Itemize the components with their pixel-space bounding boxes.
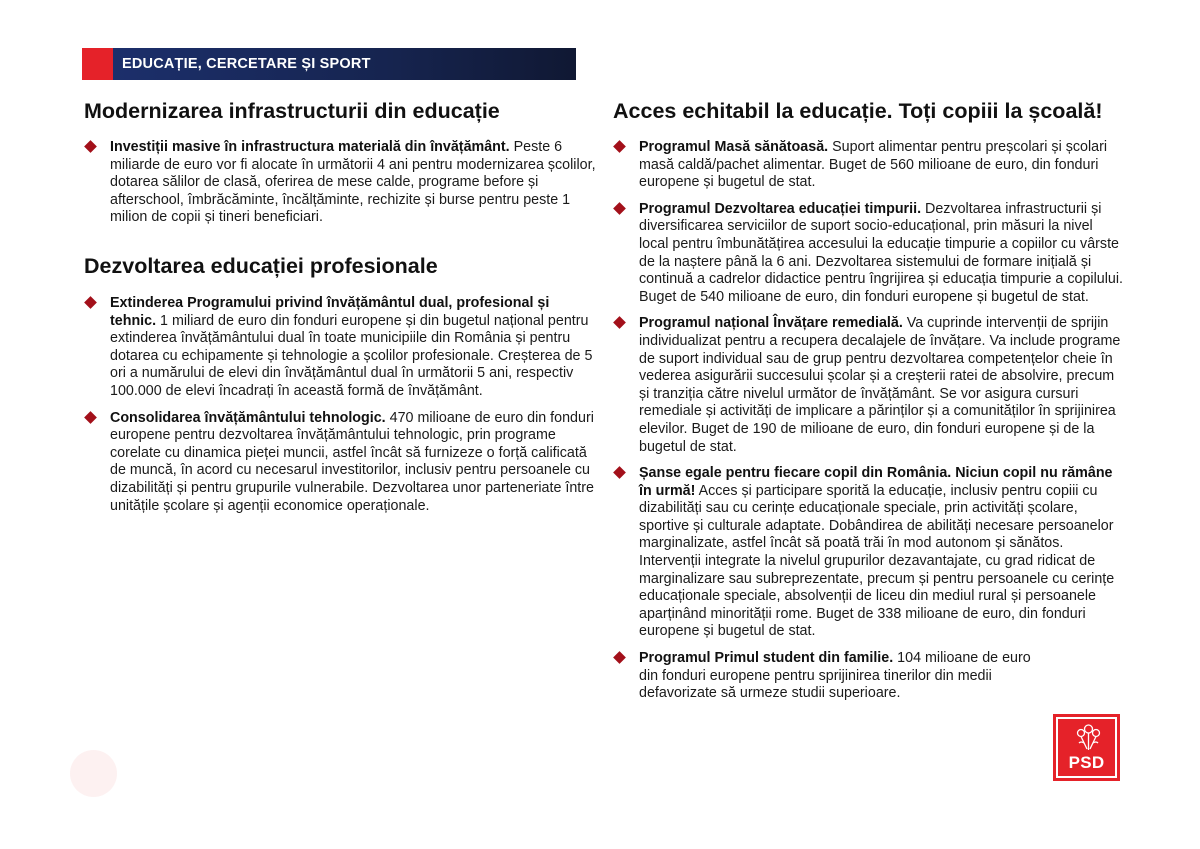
left-column: [84, 96, 596, 515]
diamond-bullet-icon: [613, 651, 626, 664]
section-header: [82, 48, 576, 80]
bullet-list-access: [613, 139, 1123, 703]
diamond-bullet-icon: [84, 296, 97, 309]
diamond-bullet-icon: [613, 316, 626, 329]
bullet-text: Dezvoltarea infrastructurii și diversificarea serviciilor de suport socio-educațional, prin măsuri la nivel local pentru îmbunătățirea accesului la educație timpurie a copiilor cu vârste de la naștere până la 6 ani. Dezvoltarea sistemului de formare inițială și continuă a cadrelor didactice pentru îngrijirea și educația timpurie a copilului. Buget de 540 milioane de euro, din fonduri europene și bugetul de stat.: [639, 200, 1123, 305]
bullet-list-professional: [84, 295, 596, 515]
decorative-circle: [70, 750, 117, 797]
bullet-text: Peste 6 miliarde de euro vor fi alocate în următorii 4 ani pentru modernizarea școlilor, dotarea sălilor de clasă, oferirea de mese calde, programe before și afterschool, îmbrăcăminte, încălțăminte, rechizite și burse pentru peste 1 milion de copii și tineri beneficiari.: [110, 139, 596, 226]
bullet-item: [613, 201, 1123, 307]
bullet-item: [613, 315, 1123, 456]
heading-acces-echitabil: Acces echitabil la educație. Toți copiii la școală!: [613, 99, 1103, 123]
diamond-bullet-icon: [613, 202, 626, 215]
roses-icon: [1072, 723, 1105, 753]
bullet-item: [613, 465, 1123, 641]
bullet-title: Programul Masă sănătoasă.: [639, 139, 829, 155]
bullet-item: [84, 295, 596, 401]
bullet-title: Programul Primul student din familie.: [639, 650, 894, 667]
diamond-bullet-icon: [84, 140, 97, 153]
psd-logo-text: PSD: [1068, 753, 1105, 772]
bullet-item: [613, 139, 1123, 192]
bullet-title: Programul Dezvoltarea educației timpurii.: [639, 200, 922, 217]
bullet-text: Va cuprinde intervenții de sprijin individualizat pentru a recupera decalajele de învățare. Va include programe de suport individual sau de grup pentru dezvoltarea competențelor cheie în vederea asigurării succesului școlar și a creșterii ratei de absolvire, precum și tranziția către nivelul următor de învățământ. Se vor asigura cursuri remediale și activități de implicare a părinților și a comunităților în sprijinirea elevilor. Buget de 190 de milioane de euro, din fonduri europene și de la bugetul de stat.: [639, 315, 1121, 455]
diamond-bullet-icon: [613, 140, 626, 153]
section-header-label: EDUCAȚIE, CERCETARE ȘI SPORT: [113, 48, 576, 80]
bullet-title: Investiții masive în infrastructura materială din învățământ.: [110, 139, 510, 155]
psd-logo: [1053, 714, 1120, 781]
bullet-text: 104 milioane de euro din fonduri europene pentru sprijinirea tinerilor din medii defavorizate să urmeze studii superioare.: [639, 650, 1031, 702]
heading-modernizare: Modernizarea infrastructurii din educație: [84, 99, 500, 123]
bullet-title: Extinderea Programului privind învățământul dual, profesional și tehnic.: [110, 294, 550, 329]
bullet-text: Suport alimentar pentru preșcolari și școlari masă caldă/pachet alimentar. Buget de 560 milioane de euro, din fonduri europene și bugetul de stat.: [639, 139, 1108, 191]
bullet-list-infrastructure: [84, 139, 596, 227]
heading-educatie-profesionala: Dezvoltarea educației profesionale: [84, 253, 438, 278]
section-header-red-block: [82, 48, 113, 80]
diamond-bullet-icon: [613, 466, 626, 479]
bullet-title: Programul național Învățare remedială.: [639, 315, 903, 332]
bullet-text: Acces și participare sporită la educație, inclusiv pentru copiii cu dizabilități sau cu cerințe educaționale speciale, prin activități școlare, sportive și culturale adaptate. Dobândirea de abilități necesare persoanelor marginalizate, astfel încât să poată trăi în mod autonom și sănătos. Intervenții integrate la nivelul grupurilor dezavantajate, cu grad ridicat de marginalizare sau subreprezentate, precum și pentru persoanele cu cerințe educaționale speciale, absolvenții de liceu din mediul rural și persoanele aparținând minorității rome. Buget de 338 milioane de euro, din fonduri europene și bugetul de stat.: [639, 482, 1115, 640]
bullet-title: Consolidarea învățământului tehnologic.: [110, 409, 386, 426]
diamond-bullet-icon: [84, 411, 97, 424]
bullet-item: [613, 650, 1039, 703]
bullet-text: 1 miliard de euro din fonduri europene și din bugetul național pentru extinderea învățământului dual în toate municipiile din România și pentru dotarea cu echipamente și tehnologie a școlilor profesionale. Creșterea de 5 ori a numărului de elevi din învățământul dual în următorii 5 ani, respectiv 100.000 de elevi încadrați în această formă de învățământ.: [110, 312, 593, 399]
bullet-title: Șanse egale pentru fiecare copil din România. Niciun copil nu rămâne în urmă!: [639, 465, 1113, 499]
bullet-item: [84, 139, 596, 227]
bullet-text: 470 milioane de euro din fonduri europene pentru dezvoltarea învățământului tehnologic, prin programe corelate cu dinamica pieței muncii, astfel încât să furnizeze o forță calificată de muncă, în acord cu necesarul investitorilor, inclusiv pentru persoanele cu dizabilități și pentru grupurile vulnerabile. Dezvoltarea unor parteneriate între unitățile școlare și agenții economice operaționale.: [110, 409, 594, 514]
right-column: [613, 96, 1123, 703]
bullet-item: [84, 410, 596, 516]
